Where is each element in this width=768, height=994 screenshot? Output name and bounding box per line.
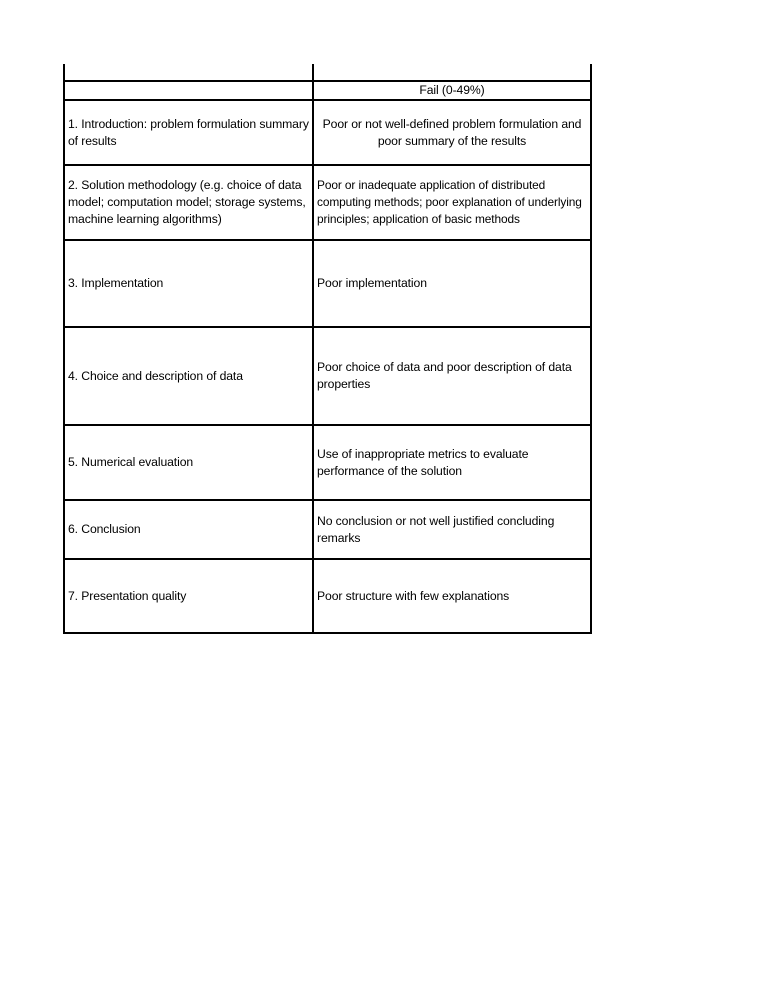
fail-cell: No conclusion or not well justified concluding remarks [314, 501, 592, 558]
fail-cell: Poor choice of data and poor description of data properties [314, 328, 592, 424]
fail-cell: Poor or not well-defined problem formulation and poor summary of the results [314, 101, 592, 164]
rubric-table [63, 64, 592, 634]
table-row [63, 328, 592, 426]
header-criterion [63, 82, 314, 99]
criterion-cell: 6. Conclusion [63, 501, 314, 558]
table-row [63, 426, 592, 501]
table-row [63, 166, 592, 241]
table-row [63, 101, 592, 166]
table-row [63, 560, 592, 634]
criterion-cell: 1. Introduction: problem formulation summary of results [63, 101, 314, 164]
fail-cell: Use of inappropriate metrics to evaluate performance of the solution [314, 426, 592, 499]
criterion-cell: 2. Solution methodology (e.g. choice of data model; computation model; storage systems, machine learning algorithms) [63, 166, 314, 239]
table-top-row [63, 64, 592, 82]
criterion-cell: 3. Implementation [63, 241, 314, 326]
table-row [63, 501, 592, 560]
header-fail-grade: Fail (0-49%) [314, 82, 592, 99]
table-row [63, 241, 592, 328]
fail-cell: Poor structure with few explanations [314, 560, 592, 632]
criterion-cell: 4. Choice and description of data [63, 328, 314, 424]
fail-cell: Poor or inadequate application of distributed computing methods; poor explanation of underlying principles; application of basic methods [314, 166, 592, 239]
table-cell [314, 64, 592, 80]
table-header-row [63, 82, 592, 101]
table-cell [63, 64, 314, 80]
criterion-cell: 7. Presentation quality [63, 560, 314, 632]
criterion-cell: 5. Numerical evaluation [63, 426, 314, 499]
fail-cell: Poor implementation [314, 241, 592, 326]
